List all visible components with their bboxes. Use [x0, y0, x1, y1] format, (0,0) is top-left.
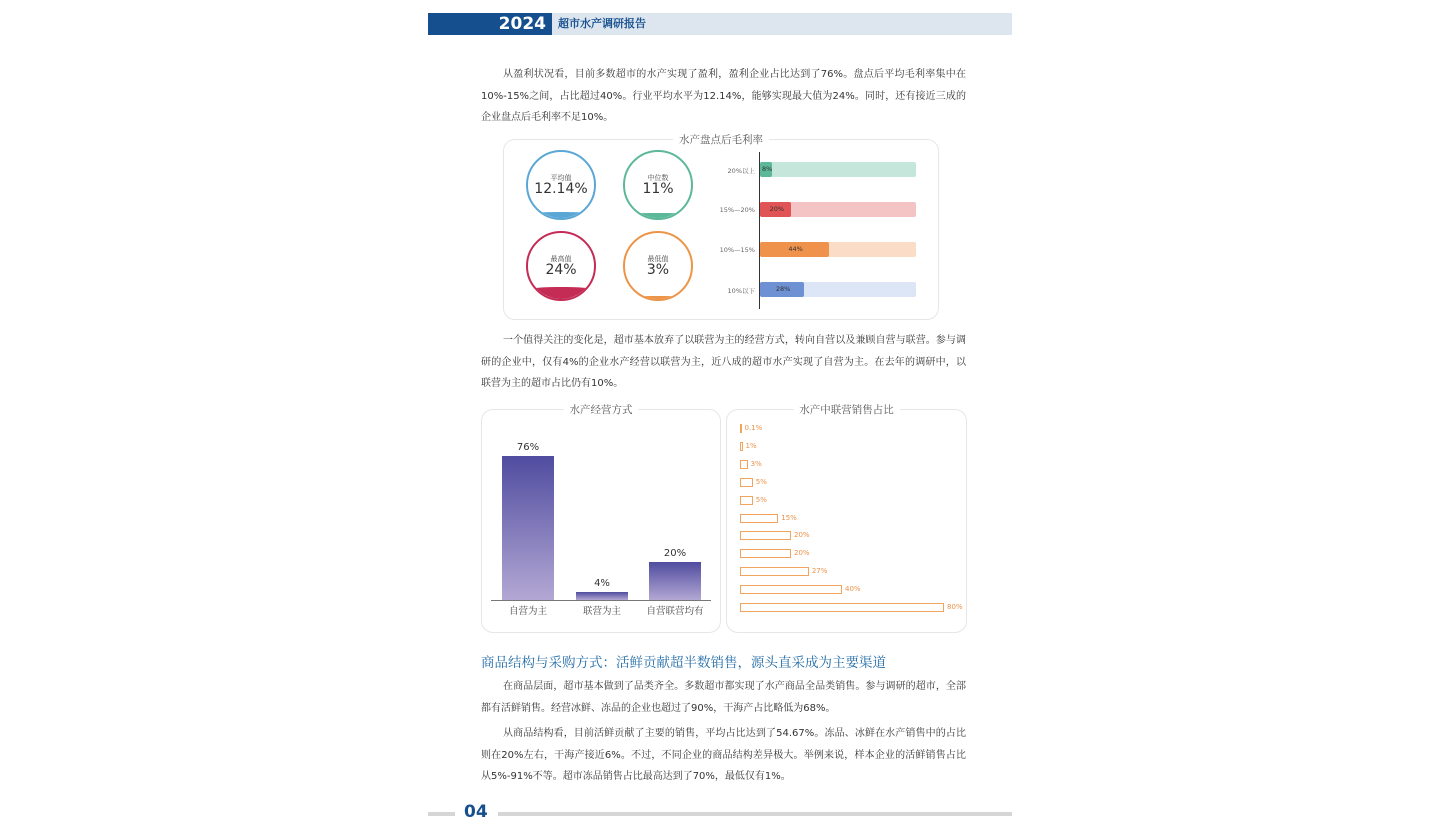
stat-circle-label: 最高值: [550, 255, 572, 263]
joint-sales-bar-label: 40%: [845, 585, 861, 594]
gross-margin-chart: [503, 134, 939, 320]
joint-sales-bar-label: 20%: [794, 549, 810, 558]
paragraph-product-category: 在商品层面，超市基本做到了品类齐全。多数超市都实现了水产商品全品类销售。参与调研的超市，全部都有活鲜销售。经营冰鲜、冻品的企业也超过了90%，干海产占比略低为68%。: [481, 681, 966, 714]
joint-sales-bar-label: 3%: [750, 459, 762, 468]
joint-sales-bar: [740, 567, 809, 576]
joint-sales-bar: [740, 442, 743, 451]
margin-bar-label: 44%: [788, 245, 803, 253]
stat-circle-max: [526, 231, 596, 301]
operation-mode-chart: [481, 404, 721, 633]
joint-sales-bar-label: 1%: [745, 441, 757, 450]
joint-sales-bar: [740, 460, 748, 469]
footer-line-left: [428, 812, 455, 816]
joint-sales-bar: [740, 549, 791, 558]
stat-circle-average: [526, 150, 596, 220]
stat-circle-median: [623, 150, 693, 220]
margin-bar-category: 10%—15%: [719, 246, 755, 254]
operation-mode-bar-label: 76%: [516, 442, 540, 453]
operation-mode-bar: [502, 456, 554, 600]
stat-circle-value: 12.14%: [534, 181, 588, 197]
margin-bar-label: 8%: [762, 165, 773, 173]
joint-sales-bar-label: 20%: [794, 531, 810, 540]
margin-bar-category: 15%—20%: [719, 206, 755, 214]
joint-sales-bar: [740, 478, 753, 487]
stat-circle-label: 中位数: [647, 174, 669, 182]
operation-mode-bar-label: 20%: [663, 548, 687, 560]
stat-circle-label: 最低值: [647, 255, 669, 263]
operation-mode-bar: [649, 562, 701, 600]
stat-circle-fill: [526, 212, 596, 218]
operation-mode-category: 自营为主: [508, 606, 547, 617]
margin-bar-track: [760, 162, 916, 177]
joint-sales-bar-label: 0.1%: [744, 424, 763, 432]
operation-mode-category: 联营为主: [582, 606, 621, 617]
footer-line-right: [498, 812, 1012, 816]
joint-sales-bar-label: 5%: [755, 495, 767, 504]
section-title: 商品结构与采购方式：活鲜贡献超半数销售，源头直采成为主要渠道: [481, 655, 886, 671]
stat-circle-value: 11%: [642, 181, 674, 197]
joint-sales-share-chart: [726, 404, 967, 633]
report-page: [428, 0, 1012, 830]
joint-sales-bar-label: 80%: [947, 603, 963, 611]
joint-sales-bar-label: 27%: [811, 567, 828, 576]
margin-bar-label: 28%: [775, 285, 791, 293]
joint-sales-bar: [740, 424, 742, 433]
joint-sales-bar: [740, 585, 842, 594]
paragraph-operation-mode: 一个值得关注的变化是，超市基本放弃了以联营为主的经营方式，转向自营以及兼顾自营与联营。参与调研的企业中，仅有4%的企业水产经营以联营为主，近八成的超市水产实现了自营为主。在去年的调研中，以联营为主的超市占比仍有10%。: [481, 335, 966, 389]
joint-sales-bar: [740, 603, 944, 612]
paragraph-product-structure: 从商品结构看，目前活鲜贡献了主要的销售，平均占比达到了54.67%。冻品、冰鲜在水产销售中的占比则在20%左右，干海产接近6%。不过，不同企业的商品结构差异极大。举例来说，样本企业的活鲜销售占比从5%-91%不等。超市冻品销售占比最高达到了70%，最低仅有1%。: [481, 728, 966, 782]
operation-mode-category: 自营联营均有: [646, 606, 704, 617]
joint-sales-share-chart-title: 水产中联营销售占比: [793, 402, 900, 417]
joint-sales-bar-label: 5%: [755, 477, 767, 486]
joint-sales-bar: [740, 514, 778, 523]
joint-sales-bar: [740, 496, 753, 505]
stat-circle-fill: [623, 213, 693, 218]
header-year: 2024: [428, 13, 552, 35]
operation-mode-chart-title: 水产经营方式: [564, 402, 639, 417]
joint-sales-bar-label: 15%: [781, 513, 797, 522]
operation-mode-bar-label: 4%: [594, 578, 610, 590]
stat-circle-label: 平均值: [550, 174, 572, 182]
stat-circle-value: 24%: [545, 262, 577, 278]
gross-margin-chart-title: 水产盘点后毛利率: [673, 132, 769, 147]
stat-circle-min: [623, 231, 693, 301]
operation-mode-bar: [576, 592, 628, 600]
margin-bar-category: 10%以下: [727, 287, 755, 295]
stat-circle-fill: [623, 296, 693, 299]
margin-bar-label: 20%: [769, 205, 785, 213]
joint-sales-bar: [740, 531, 791, 540]
stat-circle-fill: [526, 287, 596, 299]
header-title: 超市水产调研报告: [558, 17, 646, 30]
operation-mode-axis: [491, 600, 711, 601]
page-number: 04: [464, 802, 488, 822]
page-header: [428, 13, 1012, 35]
paragraph-profitability: 从盈利状况看，目前多数超市的水产实现了盈利，盈利企业占比达到了76%。盘点后平均毛利率集中在10%-15%之间，占比超过40%。行业平均水平为12.14%，能够实现最大值为24%。同时，还有接近三成的企业盘点后毛利率不足10%。: [481, 69, 966, 123]
stat-circle-value: 3%: [646, 262, 670, 278]
margin-bar-category: 20%以上: [727, 167, 755, 175]
